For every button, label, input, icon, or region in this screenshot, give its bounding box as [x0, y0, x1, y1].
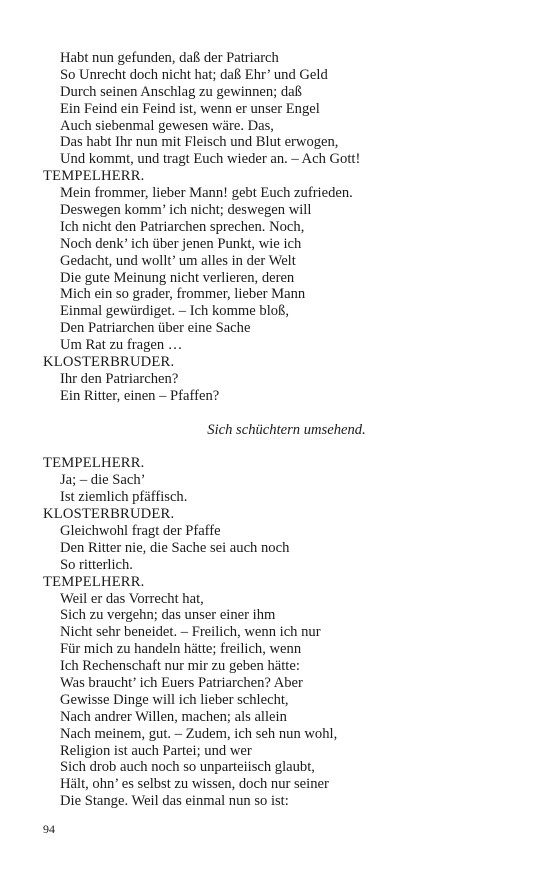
speaker-name: TEMPELHERR. [43, 455, 145, 472]
verse-line: Mich ein so grader, frommer, lieber Mann [60, 286, 306, 303]
verse-line: Durch seinen Anschlag zu gewinnen; daß [60, 83, 302, 100]
verse-line: Nach andrer Willen, machen; als allein [60, 708, 287, 725]
speaker-name: KLOSTERBRUDER. [43, 354, 175, 371]
verse-line: Die gute Meinung nicht verlieren, deren [60, 269, 295, 286]
verse-line: So Unrecht doch nicht hat; daß Ehr’ und Geld [60, 66, 328, 83]
verse-line: Ich Rechenschaft nur mir zu geben hätte: [60, 658, 300, 675]
verse-line: Ist ziemlich pfäffisch. [60, 489, 188, 506]
verse-line: Nach meinem, gut. – Zudem, ich seh nun wohl, [60, 725, 338, 742]
speaker-name: KLOSTERBRUDER. [43, 506, 175, 523]
verse-line: Was braucht’ ich Euers Patriarchen? Aber [60, 674, 303, 691]
verse-line: Mein frommer, lieber Mann! gebt Euch zufrieden. [60, 185, 353, 202]
stage-direction: Sich schüchtern umsehend. [207, 421, 366, 438]
blank-line [43, 405, 513, 422]
verse-line: Das habt Ihr nun mit Fleisch und Blut erwogen, [60, 134, 339, 151]
verse-line: Religion ist auch Partei; und wer [60, 742, 252, 759]
verse-line: Einmal gewürdiget. – Ich komme bloß, [60, 303, 289, 320]
verse-line: Und kommt, und tragt Euch wieder an. – Ach Gott! [60, 151, 361, 168]
verse-line: Deswegen komm’ ich nicht; deswegen will [60, 202, 312, 219]
speaker-name: TEMPELHERR. [43, 168, 145, 185]
verse-line: Sich zu vergehn; das unser einer ihm [60, 607, 276, 624]
verse-line: Hält, ohn’ es selbst zu wissen, doch nur seiner [60, 776, 329, 793]
verse-line: Den Patriarchen über eine Sache [60, 320, 251, 337]
verse-line: Ihr den Patriarchen? [60, 370, 179, 387]
verse-line: Gedacht, und wollt’ um alles in der Welt [60, 252, 296, 269]
verse-line: Nicht sehr beneidet. – Freilich, wenn ich nur [60, 624, 321, 641]
verse-line: Auch siebenmal gewesen wäre. Das, [60, 117, 274, 134]
verse-line: Gleichwohl fragt der Pfaffe [60, 522, 221, 539]
verse-line: Gewisse Dinge will ich lieber schlecht, [60, 691, 289, 708]
verse-line: Ich nicht den Patriarchen sprechen. Noch, [60, 218, 305, 235]
verse-line: Ja; – die Sach’ [60, 472, 146, 489]
verse-line: Sich drob auch noch so unparteiisch glaubt, [60, 759, 315, 776]
verse-line: Weil er das Vorrecht hat, [60, 590, 204, 607]
verse-line: So ritterlich. [60, 556, 133, 573]
verse-line: Ein Ritter, einen – Pfaffen? [60, 387, 220, 404]
speaker-name: TEMPELHERR. [43, 573, 145, 590]
verse-line: Den Ritter nie, die Sache sei auch noch [60, 539, 290, 556]
verse-line: Habt nun gefunden, daß der Patriarch [60, 50, 279, 66]
verse-line: Für mich zu handeln hätte; freilich, wenn [60, 641, 302, 658]
verse-line: Die Stange. Weil das einmal nun so ist: [60, 793, 289, 810]
blank-line [43, 438, 513, 455]
play-text [43, 50, 513, 810]
verse-line: Ein Feind ein Feind ist, wenn er unser Engel [60, 100, 320, 117]
verse-line: Noch denk’ ich über jenen Punkt, wie ich [60, 235, 302, 252]
page-number: 94 [43, 822, 55, 836]
verse-line: Um Rat zu fragen … [60, 337, 183, 354]
